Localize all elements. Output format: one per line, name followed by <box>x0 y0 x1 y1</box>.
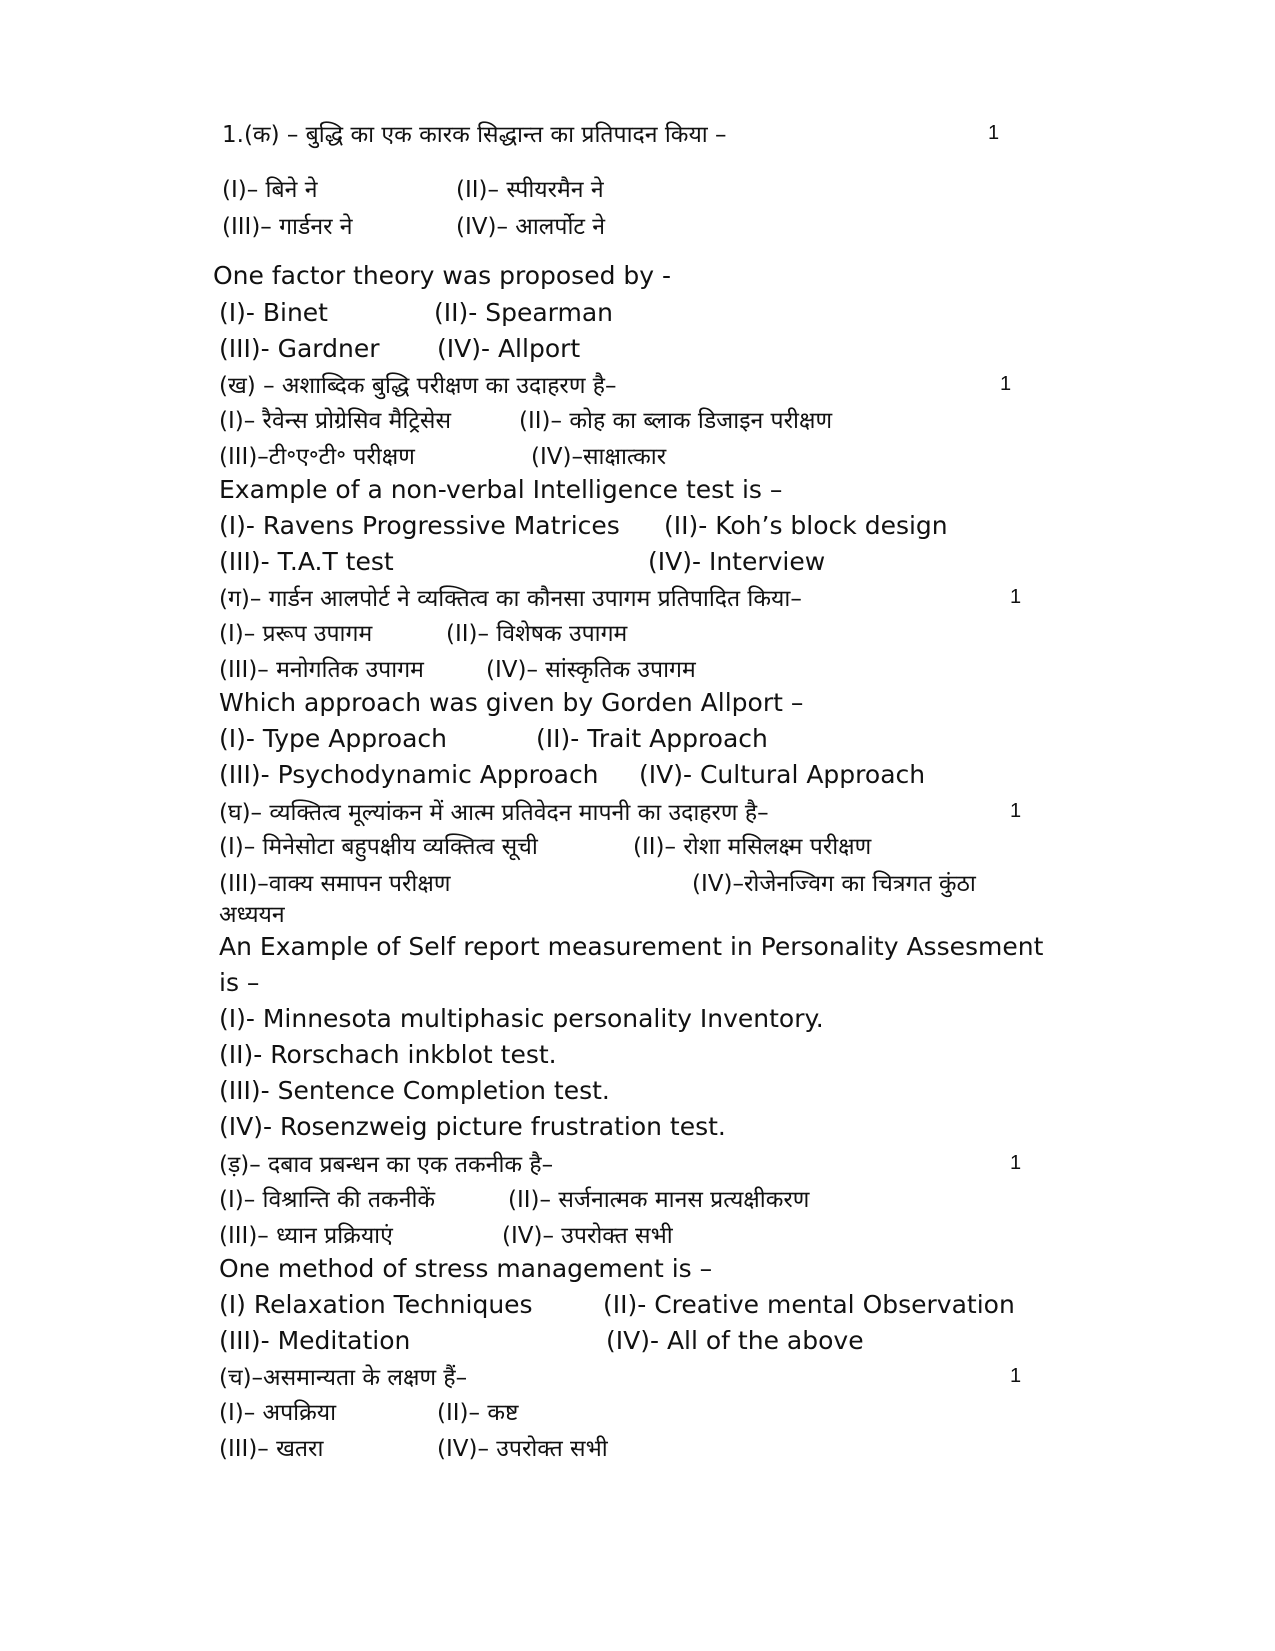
q6-hindi-option-3: (III)– खतरा <box>219 1436 324 1462</box>
q2-english-option-4: (IV)- Interview <box>648 547 826 576</box>
q3-english-option-2: (II)- Trait Approach <box>536 724 768 753</box>
q3-hindi-option-3: (III)– मनोगतिक उपागम <box>219 657 424 683</box>
q4-hindi-option-3: (III)–वाक्य समापन परीक्षण <box>219 871 451 897</box>
q3-marks: 1 <box>1010 586 1022 608</box>
q3-hindi-option-2: (II)– विशेषक उपागम <box>446 621 628 647</box>
q2-hindi-option-1: (I)– रैवेन्स प्रोग्रेसिव मैट्रिसेस <box>219 408 452 434</box>
q2-hindi-option-2: (II)– कोह का ब्लाक डिजाइन परीक्षण <box>519 408 833 434</box>
q2-english-option-2: (II)- Koh’s block design <box>664 511 948 540</box>
q1-english-option-3: (III)- Gardner <box>219 334 380 363</box>
q3-hindi-option-1: (I)– प्ररूप उपागम <box>219 621 373 647</box>
q4-hindi-option-2: (II)– रोशा मसिलक्ष्म परीक्षण <box>633 834 872 860</box>
q2-hindi-stem: (ख) – अशाब्दिक बुद्धि परीक्षण का उदाहरण है– <box>219 373 617 399</box>
q3-english-option-4: (IV)- Cultural Approach <box>639 760 926 789</box>
q6-hindi-option-1: (I)– अपक्रिया <box>219 1400 337 1426</box>
q1-marks: 1 <box>988 122 1000 144</box>
q5-hindi-option-1: (I)– विश्रान्ति की तकनीकें <box>219 1187 436 1213</box>
q1-english-option-2: (II)- Spearman <box>434 298 614 327</box>
q5-english-option-1: (I) Relaxation Techniques <box>219 1290 533 1319</box>
q5-english-option-2: (II)- Creative mental Observation <box>603 1290 1015 1319</box>
q4-english-option-2: (II)- Rorschach inkblot test. <box>219 1040 557 1069</box>
q4-english-option-3: (III)- Sentence Completion test. <box>219 1076 610 1105</box>
q1-hindi-option-2: (II)– स्पीयरमैन ने <box>456 177 604 203</box>
q1-hindi-option-1: (I)– बिने ने <box>222 177 318 203</box>
q3-english-option-1: (I)- Type Approach <box>219 724 447 753</box>
q5-marks: 1 <box>1010 1152 1022 1174</box>
q6-hindi-stem: (च)–असमान्यता के लक्षण हैं– <box>219 1365 468 1391</box>
q3-hindi-stem: (ग)– गार्डन आलपोर्ट ने व्यक्तित्व का कौनसा उपागम प्रतिपादित किया– <box>219 586 802 612</box>
q2-english-option-3: (III)- T.A.T test <box>219 547 394 576</box>
q5-hindi-option-2: (II)– सर्जनात्मक मानस प्रत्यक्षीकरण <box>508 1187 810 1213</box>
q6-hindi-option-4: (IV)– उपरोक्त सभी <box>437 1436 608 1462</box>
q4-english-stem-line-2: is – <box>219 968 260 997</box>
q4-english-stem-line-1: An Example of Self report measurement in Personality Assesment <box>219 932 1044 961</box>
q4-english-option-1: (I)- Minnesota multiphasic personality Inventory. <box>219 1004 824 1033</box>
q2-english-option-1: (I)- Ravens Progressive Matrices <box>219 511 620 540</box>
q1-english-stem: One factor theory was proposed by - <box>213 261 672 290</box>
q3-english-option-3: (III)- Psychodynamic Approach <box>219 760 599 789</box>
q5-english-option-4: (IV)- All of the above <box>606 1326 864 1355</box>
q4-hindi-option-4-continued: अध्ययन <box>219 902 285 928</box>
q4-hindi-option-4: (IV)–रोजेनज्विग का चित्रगत कुंठा <box>692 871 976 897</box>
q2-english-stem: Example of a non-verbal Intelligence test is – <box>219 475 783 504</box>
q4-hindi-stem: (घ)– व्यक्तित्व मूल्यांकन में आत्म प्रतिवेदन मापनी का उदाहरण है– <box>219 800 769 826</box>
q2-hindi-option-4: (IV)–साक्षात्कार <box>531 444 667 470</box>
q2-hindi-option-3: (III)–टी॰ए॰टी॰ परीक्षण <box>219 444 415 470</box>
q2-marks: 1 <box>1000 373 1012 395</box>
q1-hindi-option-3: (III)– गार्डनर ने <box>222 214 353 240</box>
q4-hindi-option-1: (I)– मिनेसोटा बहुपक्षीय व्यक्तित्व सूची <box>219 834 538 860</box>
q3-hindi-option-4: (IV)– सांस्कृतिक उपागम <box>486 657 696 683</box>
q5-english-stem: One method of stress management is – <box>219 1254 713 1283</box>
q1-hindi-option-4: (IV)– आलर्पोट ने <box>456 214 606 240</box>
q5-english-option-3: (III)- Meditation <box>219 1326 411 1355</box>
q6-hindi-option-2: (II)– कष्ट <box>437 1400 519 1426</box>
q3-english-stem: Which approach was given by Gorden Allport – <box>219 688 804 717</box>
q5-hindi-option-3: (III)– ध्यान प्रक्रियाएं <box>219 1223 393 1249</box>
q5-hindi-stem: (ड़)– दबाव प्रबन्धन का एक तकनीक है– <box>219 1152 554 1178</box>
q5-hindi-option-4: (IV)– उपरोक्त सभी <box>502 1223 673 1249</box>
q1-hindi-stem: 1.(क) – बुद्धि का एक कारक सिद्धान्त का प्रतिपादन किया – <box>222 122 727 148</box>
q1-english-option-1: (I)- Binet <box>219 298 328 327</box>
q6-marks: 1 <box>1010 1365 1022 1387</box>
q4-marks: 1 <box>1010 800 1022 822</box>
q1-english-option-4: (IV)- Allport <box>437 334 581 363</box>
q4-english-option-4: (IV)- Rosenzweig picture frustration test. <box>219 1112 726 1141</box>
